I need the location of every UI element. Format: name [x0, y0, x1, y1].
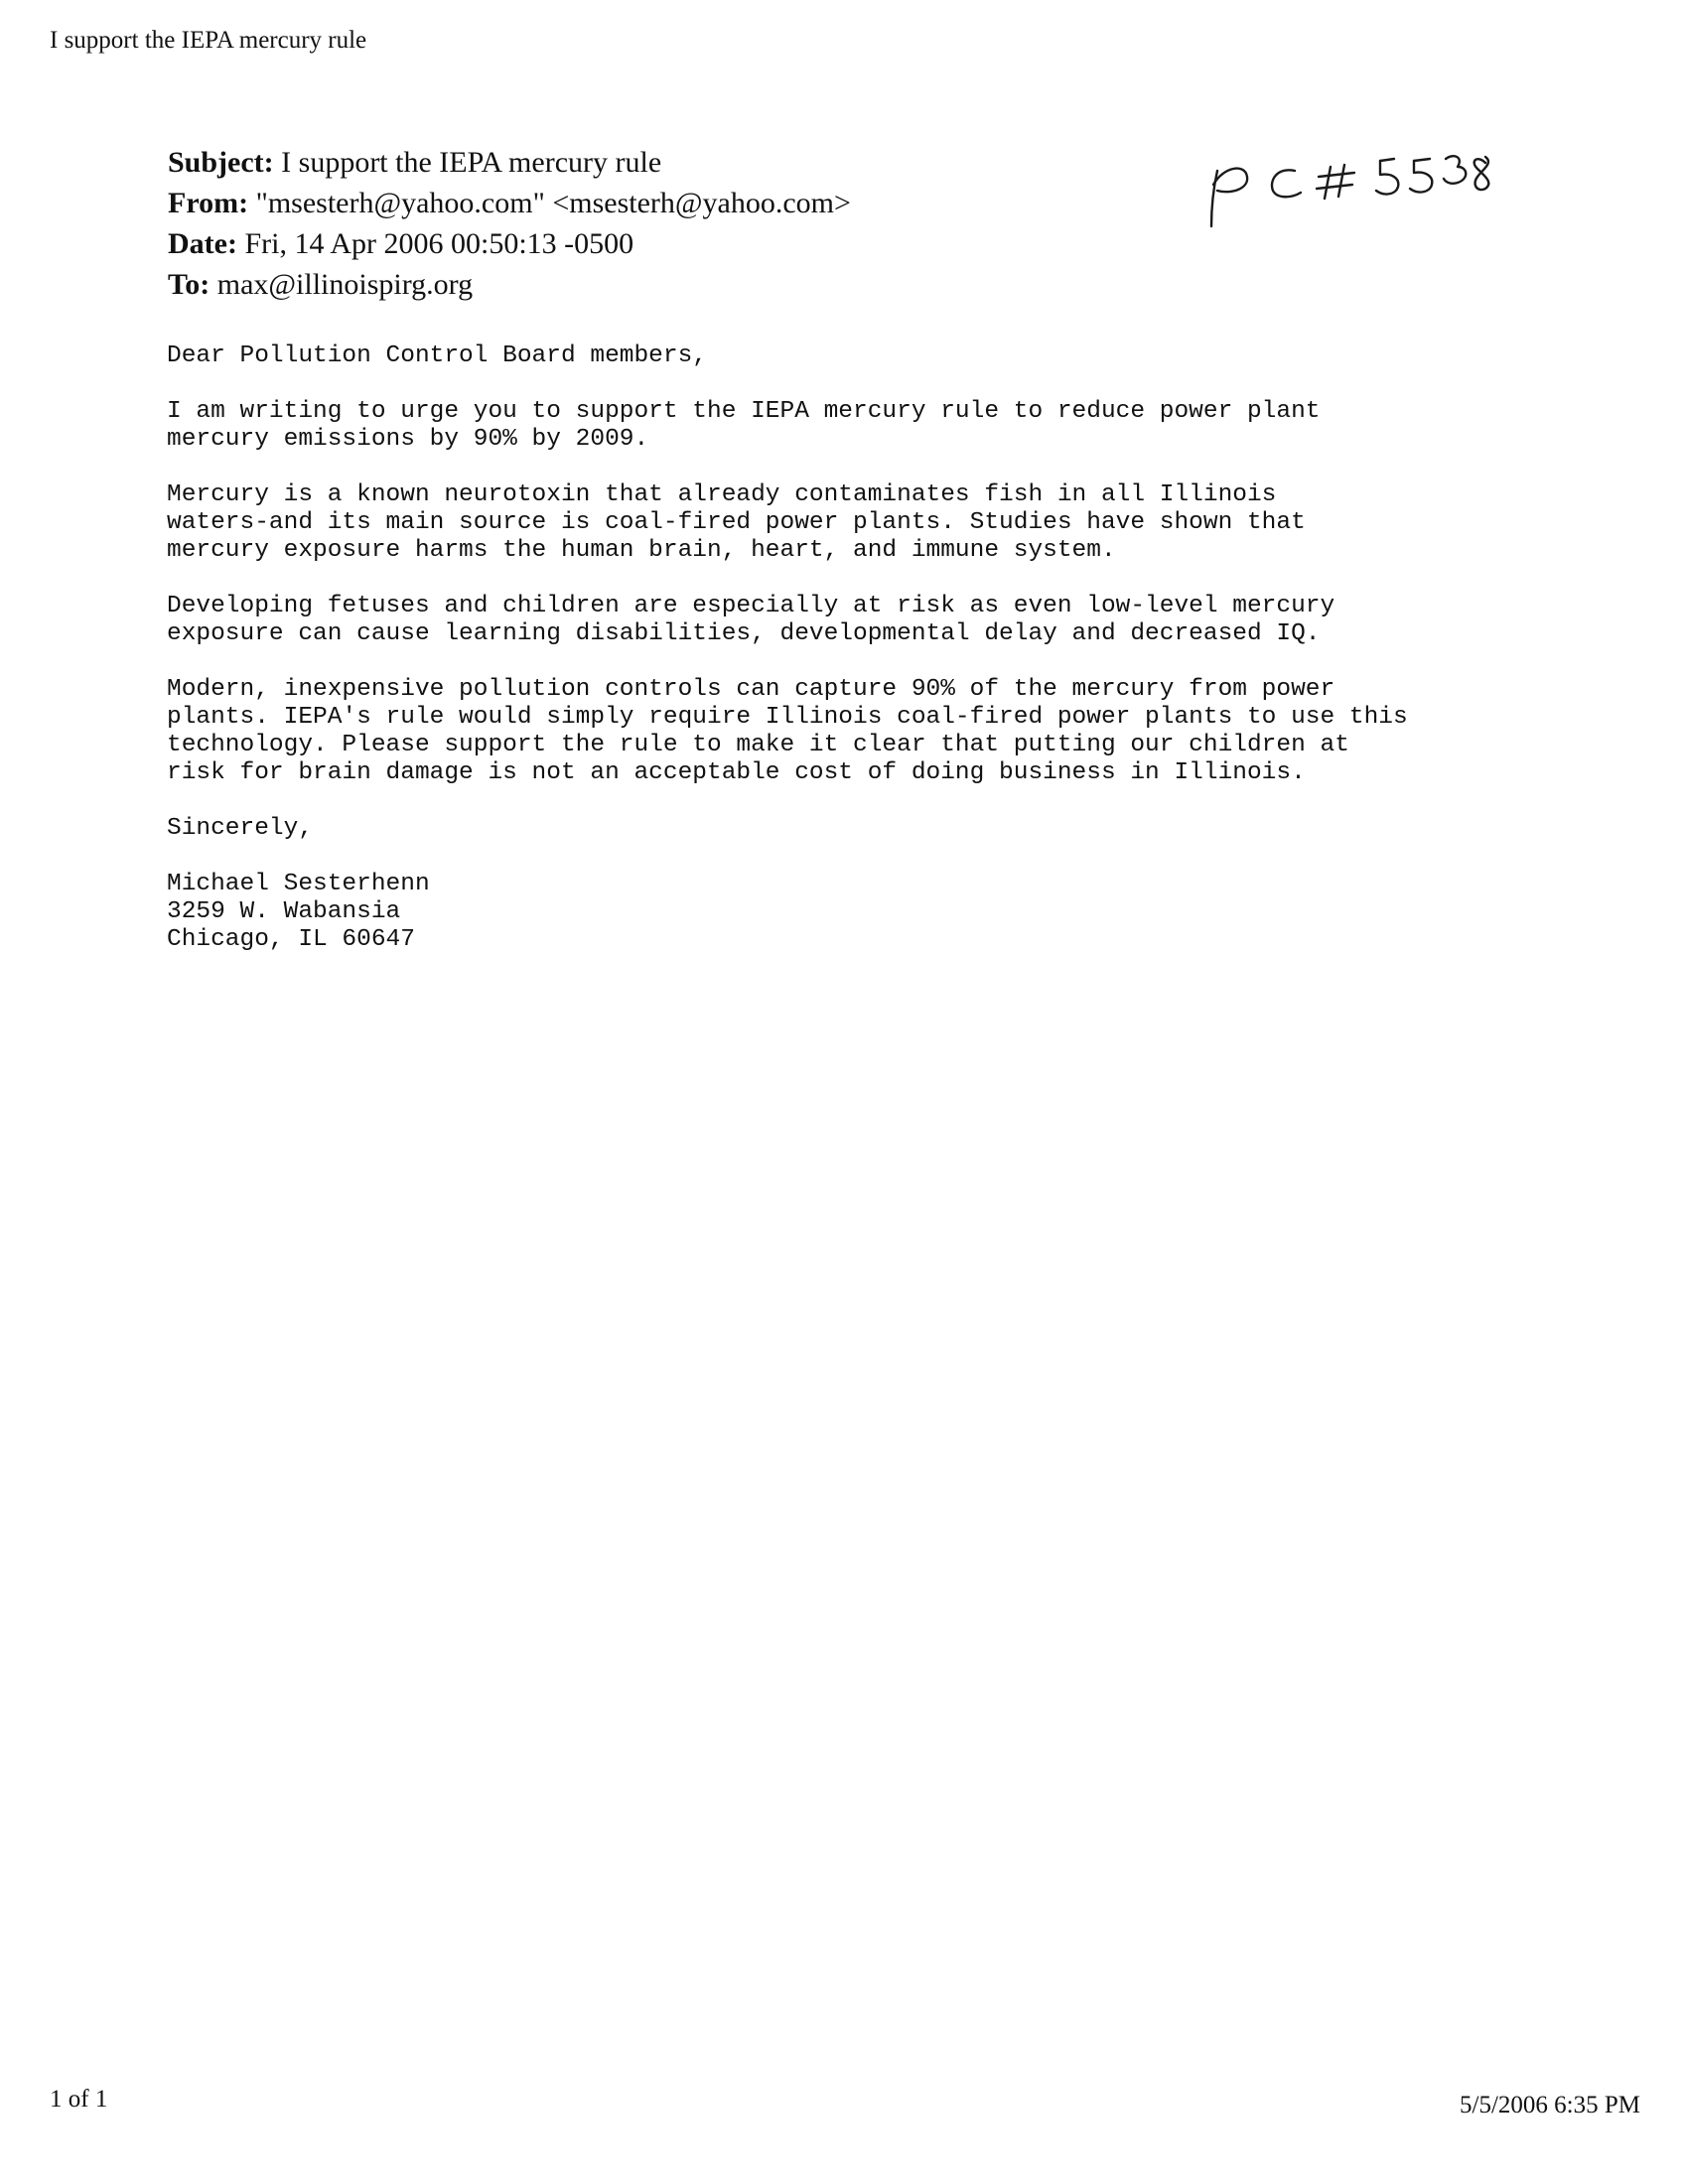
page-count: 1 of 1: [50, 2086, 108, 2113]
body-paragraph-4: Modern, inexpensive pollution controls can capture 90% of the mercury from power plants. IEPA's rule would simply require Illinois coal-fired power plants to use this technology. Please support the rule to make it clear that putting our children at risk for brain damage is not an acceptable cost of doing business in Illinois.: [167, 676, 1408, 786]
date-row: [168, 223, 851, 264]
email-body: [167, 342, 1577, 954]
date-label: Date:: [168, 227, 237, 260]
signature-city: Chicago, IL 60647: [167, 926, 415, 953]
print-timestamp: 5/5/2006 6:35 PM: [1460, 2092, 1640, 2118]
from-label: From:: [168, 187, 249, 219]
from-row: [168, 183, 851, 223]
greeting: Dear Pollution Control Board members,: [167, 342, 707, 369]
page-header-title: I support the IEPA mercury rule: [50, 27, 367, 54]
signature-name: Michael Sesterhenn: [167, 871, 430, 897]
to-value: max@illinoispirg.org: [216, 268, 474, 301]
to-label: To:: [168, 268, 210, 301]
subject-row: [168, 142, 851, 183]
email-headers: [168, 142, 851, 305]
body-paragraph-2: Mercury is a known neurotoxin that already contaminates fish in all Illinois waters-and its main source is coal-fired power plants. Studies have shown that mercury exposure harms the human brain, heart, and immune system.: [167, 481, 1306, 564]
closing: Sincerely,: [167, 815, 314, 842]
handwritten-annotation: [1203, 149, 1501, 238]
subject-label: Subject:: [168, 146, 274, 179]
body-paragraph-1: I am writing to urge you to support the IEPA mercury rule to reduce power plant mercury emissions by 90% by 2009.: [167, 398, 1321, 453]
date-value: Fri, 14 Apr 2006 00:50:13 -0500: [244, 227, 634, 260]
to-row: [168, 264, 851, 305]
body-paragraph-3: Developing fetuses and children are especially at risk as even low-level mercury exposure can cause learning disabilities, developmental delay and decreased IQ.: [167, 593, 1335, 647]
signature-street: 3259 W. Wabansia: [167, 898, 401, 925]
from-value: "msesterh@yahoo.com" <msesterh@yahoo.com>: [255, 187, 851, 219]
subject-value: I support the IEPA mercury rule: [281, 146, 662, 179]
